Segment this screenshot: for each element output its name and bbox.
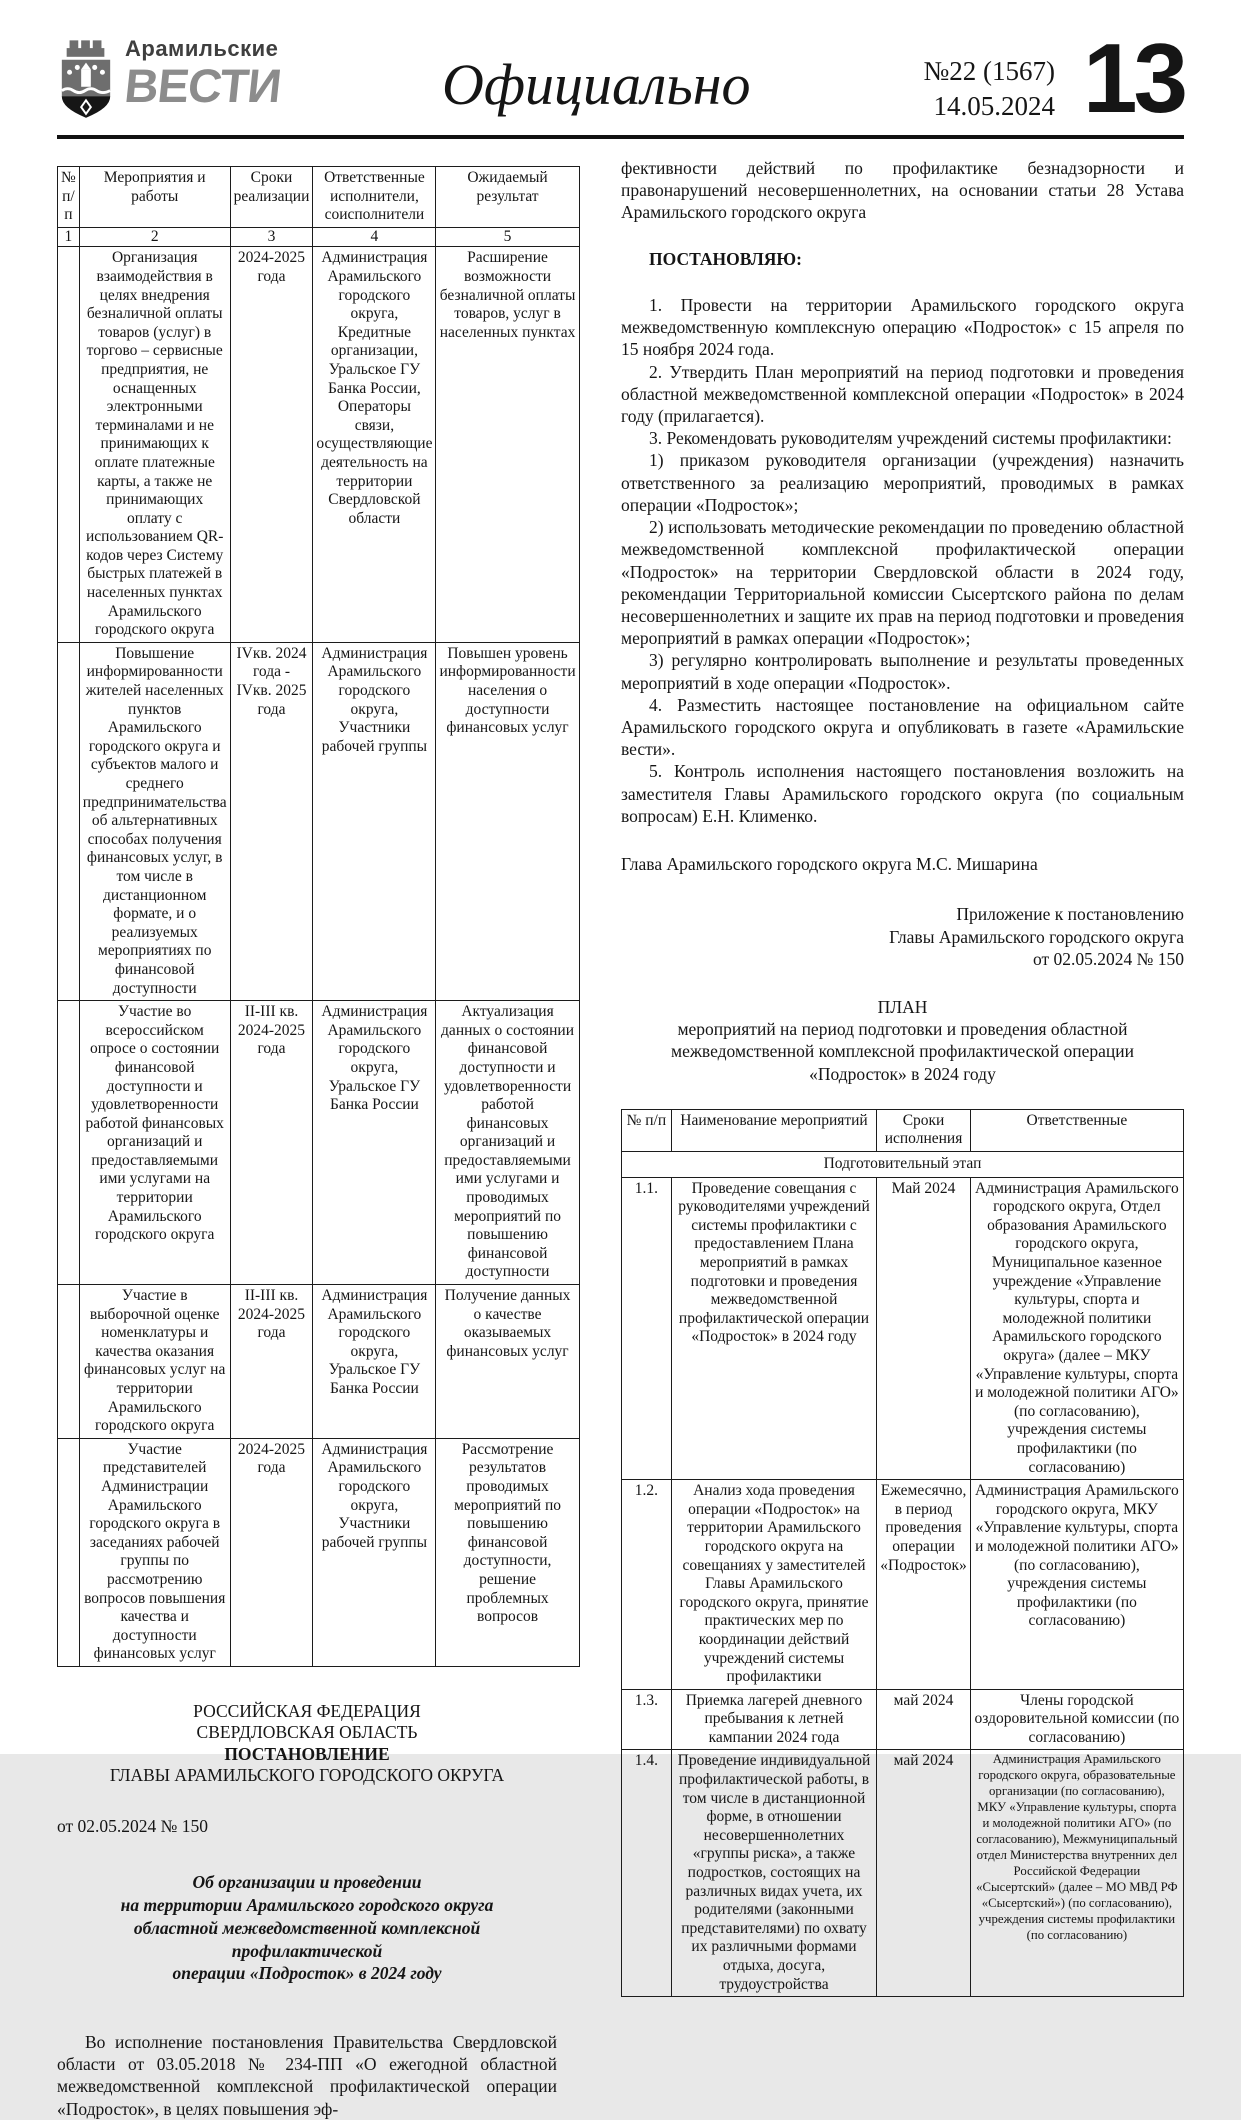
legal-heading-line: СВЕРДЛОВСКАЯ ОБЛАСТЬ [196,1722,418,1743]
right-column [621,139,1184,1997]
resolve-heading: ПОСТАНОВЛЯЮ: [649,248,802,269]
brand-name [122,36,284,112]
legal-heading-line: РОССИЙСКАЯ ФЕДЕРАЦИЯ [193,1700,421,1721]
cell-period: май 2024 [877,1750,970,1997]
column-number: 5 [436,227,579,247]
column-header: Ожидаемый результат [436,167,579,228]
page-body [0,139,1241,2120]
column-header: № п/п [58,167,80,228]
brand-name-top: Арамильские [125,36,279,61]
appendix-reference [621,903,1184,970]
cell-activity: Участие во всероссийском опросе о состоянии финансовой доступности и удовлетворенности работой финансовых организаций и предоставляемыми ими услугами на территории Арамильского городского округа [79,1001,230,1285]
column-number: 3 [230,227,313,247]
legal-heading-line: ГЛАВЫ АРАМИЛЬСКОГО ГОРОДСКОГО ОКРУГА [109,1764,505,1785]
cell-num [58,1438,80,1666]
cell-period: май 2024 [877,1689,970,1750]
cell-period: II-III кв. 2024-2025 года [230,1001,313,1285]
plan-title-line: мероприятий на период подготовки и проведения областной межведомственной комплексной профилактической операции «Подросток» в 2024 году [671,1019,1134,1084]
cell-num [58,247,80,642]
cell-name: Анализ хода проведения операции «Подросток» на территории Арамильского городского округа на совещаниях у заместителей Главы Арамильского городского округа, принятие практических мер по координации действий учреждений системы профилактики [671,1480,877,1690]
signature-line: Глава Арамильского городского округа М.С. Мишарина [621,854,1038,875]
resolution-subitem: 1) приказом руководителя организации (учреждения) назначить ответственного за реализацию мероприятий, проводимых в рамках операции «Подросток»; [621,450,1184,515]
cell-result: Расширение возможности безналичной оплаты товаров, услуг в населенных пунктах [436,247,579,642]
table-row [58,1001,580,1285]
cell-num: 1.2. [622,1480,672,1690]
page-number: 13 [1082,23,1184,133]
cell-num: 1.4. [622,1750,672,1997]
document-title-line: областной межведомственной комплексной профилактической [133,1917,481,1961]
newspaper-brand [57,38,309,125]
column-number-row [58,227,580,247]
appendix-line: Приложение к постановлению [956,904,1184,925]
cell-result: Получение данных о качестве оказываемых финансовых услуг [436,1285,579,1439]
column-number: 4 [313,227,436,247]
column-header: Наименование мероприятий [671,1109,877,1151]
table-row [58,1285,580,1439]
stage-title: Подготовительный этап [622,1152,1184,1178]
column-number: 2 [79,227,230,247]
table-row [622,1480,1184,1690]
cell-num: 1.3. [622,1689,672,1750]
table-row [58,642,580,1000]
coat-of-arms-icon [57,40,115,125]
document-title [57,1871,557,1985]
intro-continuation-paragraph: фективности действий по профилактике безнадзорности и правонарушений несовершеннолетних, на основании статьи 28 Устава Арамильского городского округа [621,158,1184,223]
cell-executors: Администрация Арамильского городского округа, Участники рабочей группы [313,1438,436,1666]
cell-result: Рассмотрение результатов проводимых мероприятий по повышению финансовой доступности, решение проблемных вопросов [436,1438,579,1666]
stage-row [622,1152,1184,1178]
column-header: Мероприятия и работы [79,167,230,228]
cell-num [58,642,80,1000]
page-header [0,0,1241,133]
legal-heading-line: ПОСТАНОВЛЕНИЕ [224,1743,390,1764]
cell-period: Ежемесячно, в период проведения операции «Подросток» [877,1480,970,1690]
legal-heading [57,1701,557,1786]
cell-activity: Организация взаимодействия в целях внедрения безналичной оплаты товаров (услуг) в торгово – сервисные предприятия, не оснащенных электронными терминалами и не принимающих к оплате платежные карты, а также не принимающих оплату с использованием QR-кодов через Систему быстрых платежей в населенных пунктах Арамильского городского округа [79,247,230,642]
cell-executors: Администрация Арамильского городского округа, Кредитные организации, Уральское ГУ Банка России, Операторы связи, осуществляющие деятельность на территории Свердловской области [313,247,436,642]
finance-accessibility-plan-table [57,166,580,1667]
issue-number: №22 (1567) [923,56,1055,86]
table-row [622,1689,1184,1750]
brand-name-bottom: ВЕСТИ [122,59,284,112]
cell-num: 1.1. [622,1177,672,1480]
cell-period: IVкв. 2024 года - IVкв. 2025 года [230,642,313,1000]
resolution-item: 2. Утвердить План мероприятий на период подготовки и проведения областной межведомственной комплексной операции «Подросток» в 2024 году (прилагается). [621,361,1184,426]
left-column [57,139,576,2120]
issue-info [923,38,1055,124]
appendix-line: от 02.05.2024 № 150 [1033,948,1184,969]
intro-paragraph: Во исполнение постановления Правительства Свердловской области от 03.05.2018 № 234-ПП «О ежегодной областной межведомственной комплексной профилактической операции «Подросток», в целях повышения эф- [57,2032,557,2119]
cell-name: Проведение совещания с руководителями учреждений системы профилактики с предоставлением Плана мероприятий в рамках подготовки и проведения межведомственной профилактической операции «Подросток» в 2024 году [671,1177,877,1480]
table-header-row [622,1109,1184,1151]
cell-activity: Участие представителей Администрации Арамильского городского округа в заседаниях рабочей группы по рассмотрению вопросов повышения качества и доступности финансовых услуг [79,1438,230,1666]
resolution-item: 4. Разместить настоящее постановление на официальном сайте Арамильского городского округа и опубликовать в газете «Арамильские вести». [621,694,1184,760]
document-title-line: операции «Подросток» в 2024 году [172,1963,442,1984]
cell-period: Май 2024 [877,1177,970,1480]
issue-date: 14.05.2024 [933,91,1055,122]
column-number: 1 [58,227,80,247]
cell-result: Повышен уровень информированности населения о доступности финансовых услуг [436,642,579,1000]
appendix-line: Главы Арамильского городского округа [889,926,1184,947]
table-row [58,247,580,642]
cell-num [58,1285,80,1439]
cell-executors: Администрация Арамильского городского округа, Уральское ГУ Банка России [313,1285,436,1439]
plan-title-line: ПЛАН [877,997,928,1017]
resolution-subitem: 2) использовать методические рекомендации по проведению областной межведомственной комплексной профилактической операции «Подросток» на территории Свердловской области в 2024 году, рекомендации Территориальной комиссии Сысертского района по делам несовершеннолетних и защите их прав на период подготовки и проведения мероприятий в рамках операции «Подросток»; [621,517,1184,649]
resolution-item: 5. Контроль исполнения настоящего постановления возложить на заместителя Главы Арамильского городского округа (по социальным вопросам) Е.Н. Клименко. [621,761,1184,826]
cell-executors: Администрация Арамильского городского округа, Участники рабочей группы [313,642,436,1000]
plan-title [621,996,1184,1085]
cell-period: 2024-2025 года [230,1438,313,1666]
document-date: от 02.05.2024 № 150 [57,1816,208,1837]
cell-responsible: Администрация Арамильского городского округа, образовательные организации (по согласованию), МКУ «Управление культуры, спорта и молодежной политики АГО» (по согласованию), Межмуниципальный отдел Министерства внутренних дел Российской Федерации «Сысертский» (далее – МО МВД РФ «Сысертский») (по согласованию), учреждения системы профилактики (по согласованию) [970,1750,1183,1997]
cell-activity: Повышение информированности жителей населенных пунктов Арамильского городского округа и субъектов малого и среднего предпринимательства об альтернативных способах получения финансовых услуг, в том числе в дистанционном формате, и о реализуемых мероприятиях по финансовой доступности [79,642,230,1000]
section-title: Официально [441,52,751,117]
resolution-item: 3. Рекомендовать руководителям учреждений системы профилактики: [649,428,1172,449]
podrostok-plan-table [621,1109,1184,1997]
cell-executors: Администрация Арамильского городского округа, Уральское ГУ Банка России [313,1001,436,1285]
resolution-item: 1. Провести на территории Арамильского городского округа межведомственную комплексную операцию «Подросток» с 15 апреля по 15 ноября 2024 года. [621,294,1184,360]
table-row [622,1750,1184,1997]
cell-name: Приемка лагерей дневного пребывания к летней кампании 2024 года [671,1689,877,1750]
column-header: Ответственные [970,1109,1183,1151]
column-header: Ответственные исполнители, соисполнители [313,167,436,228]
cell-activity: Участие в выборочной оценке номенклатуры и качества оказания финансовых услуг на территории Арамильского городского округа [79,1285,230,1439]
document-title-line: Об организации и проведении [192,1872,422,1893]
table-row [622,1177,1184,1480]
cell-period: 2024-2025 года [230,247,313,642]
cell-period: II-III кв. 2024-2025 года [230,1285,313,1439]
column-header: Сроки реализации [230,167,313,228]
cell-num [58,1001,80,1285]
table-row [58,1438,580,1666]
resolution-subitem: 3) регулярно контролировать выполнение и результаты проведенных мероприятий в ходе операции «Подросток». [621,650,1184,693]
cell-responsible: Члены городской оздоровительной комиссии (по согласованию) [970,1689,1183,1750]
table-header-row [58,167,580,228]
document-title-line: на территории Арамильского городского округа [120,1895,494,1916]
cell-name: Проведение индивидуальной профилактической работы, в том числе в дистанционной форме, в отношении несовершеннолетних «группы риска», а также подростков, состоящих на различных видах учета, их родителями (законными представителями) по охвату их различными формами отдыха, досуга, трудоустройства [671,1750,877,1997]
cell-responsible: Администрация Арамильского городского округа, Отдел образования Арамильского городского округа, Муниципальное казенное учреждение «Управление культуры, спорта и молодежной политики Арамильского городского округа» (далее – МКУ «Управление культуры, спорта и молодежной политики АГО» (по согласованию), учреждения системы профилактики (по согласованию) [970,1177,1183,1480]
cell-responsible: Администрация Арамильского городского округа, МКУ «Управление культуры, спорта и молодежной политики АГО» (по согласованию), учреждения системы профилактики (по согласованию) [970,1480,1183,1690]
cell-result: Актуализация данных о состоянии финансовой доступности и удовлетворенности работой финансовых организаций и предоставляемыми ими услугами и проводимых мероприятий по повышению финансовой доступности [436,1001,579,1285]
column-header: Сроки исполнения [877,1109,970,1151]
column-header: № п/п [622,1109,672,1151]
